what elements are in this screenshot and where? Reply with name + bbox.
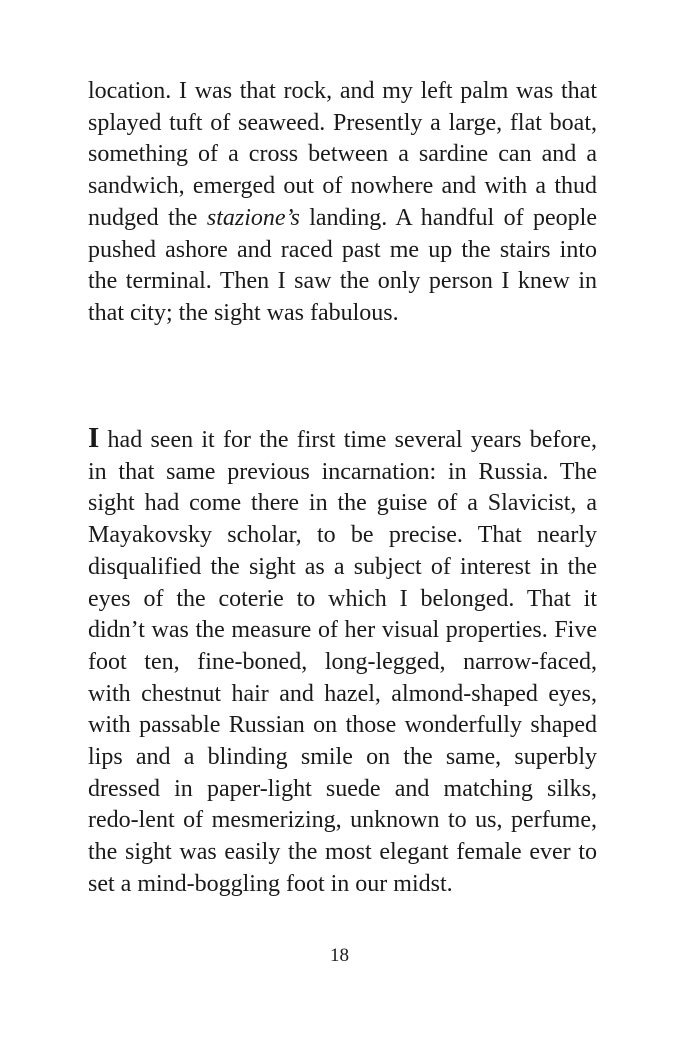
italic-word: stazione’s xyxy=(206,204,300,231)
section-initial-letter: I xyxy=(88,422,100,454)
paragraph-1-text-start: location. I was that rock, and my left palm was that splayed tuft of seaweed. Presently a large, flat boat, something of a cross between a sardine can and a sandwich, emerged out of nowhere and with a thud nudged the xyxy=(88,78,597,231)
page-number: 18 xyxy=(330,945,349,966)
paragraph-continuation xyxy=(88,76,597,330)
paragraph-2-text: had seen it for the first time several years before, in that same previous incarnation: in Russia. The sight had come there in the guise of a Slavicist, a Mayakovsky scholar, to be precise. That nearly disqualified the sight as a subject of interest in the eyes of the coterie to which I belonged. That it didn’t was the measure of her visual properties. Five foot ten, fine-boned, long-legged, narrow-faced, with chestnut hair and hazel, almond-shaped eyes, with passable Russian on those wonderfully shaped lips and a blinding smile on the same, superbly dressed in paper-light suede and matching silks, redo-lent of mesmerizing, unknown to us, perfume, the sight was easily the most elegant female ever to set a mind-boggling foot in our midst. xyxy=(88,427,597,897)
paragraph-section-start xyxy=(88,423,597,901)
paragraph-1-text-end: landing. A handful of people pushed ashore and raced past me up the stairs into the terminal. Then I saw the only person I knew in that city; the sight was fabulous. xyxy=(88,204,597,326)
